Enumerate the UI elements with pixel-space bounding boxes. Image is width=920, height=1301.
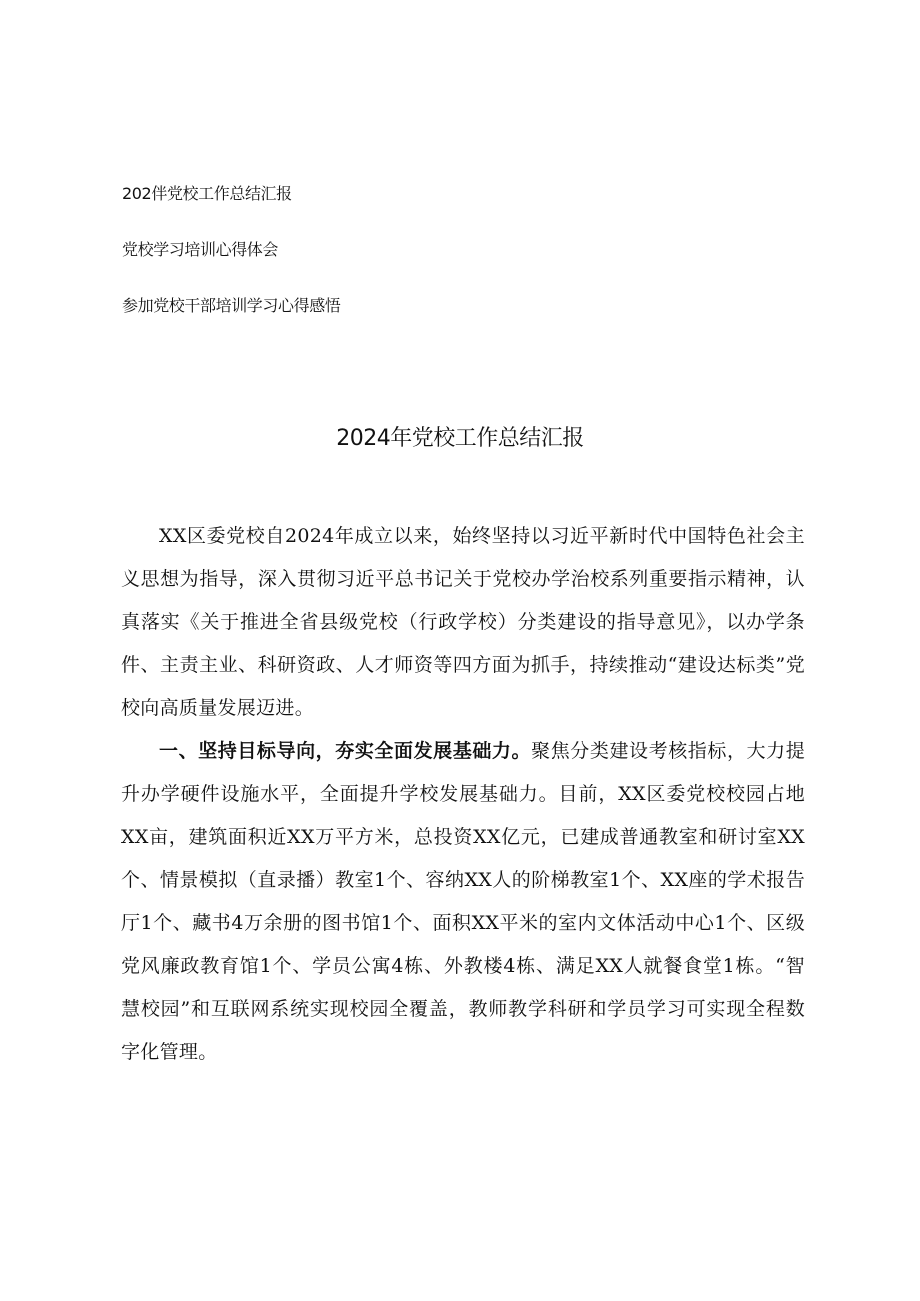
section-1-heading: 一、坚持目标导向，夯实全面发展基础力。 <box>159 740 532 762</box>
toc-item[interactable]: 党校学习培训心得体会 <box>122 240 279 259</box>
toc-item[interactable]: 参加党校干部培训学习心得感悟 <box>122 296 341 315</box>
table-of-contents <box>122 180 340 348</box>
toc-item[interactable]: 202伴党校工作总结汇报 <box>122 184 292 203</box>
document-title: 2024年党校工作总结汇报 <box>336 426 584 451</box>
section-1-paragraph <box>121 730 805 1074</box>
document-body <box>121 515 805 1074</box>
intro-paragraph: XX区委党校自2024年成立以来，始终坚持以习近平新时代中国特色社会主义思想为指导，深入贯彻习近平总书记关于党校办学治校系列重要指示精神，认真落实《关于推进全省县级党校（行政学校）分类建设的指导意见》，以办学条件、主责主业、科研资政、人才师资等四方面为抓手，持续推动“建设达标类”党校向高质量发展迈进。 <box>121 525 805 719</box>
section-1-body: 聚焦分类建设考核指标，大力提升办学硬件设施水平，全面提升学校发展基础力。目前，XX区委党校校园占地XX亩，建筑面积近XX万平方米，总投资XX亿元，已建成普通教室和研讨室XX个、情景模拟（直录播）教室1个、容纳XX人的阶梯教室1个、XX座的学术报告厅1个、藏书4万余册的图书馆1个、面积XX平米的室内文体活动中心1个、区级党风廉政教育馆1个、学员公寓4栋、外教楼4栋、满足XX人就餐食堂1栋。“智慧校园”和互联网系统实现校园全覆盖，教师教学科研和学员学习可实现全程数字化管理。 <box>121 740 806 1063</box>
